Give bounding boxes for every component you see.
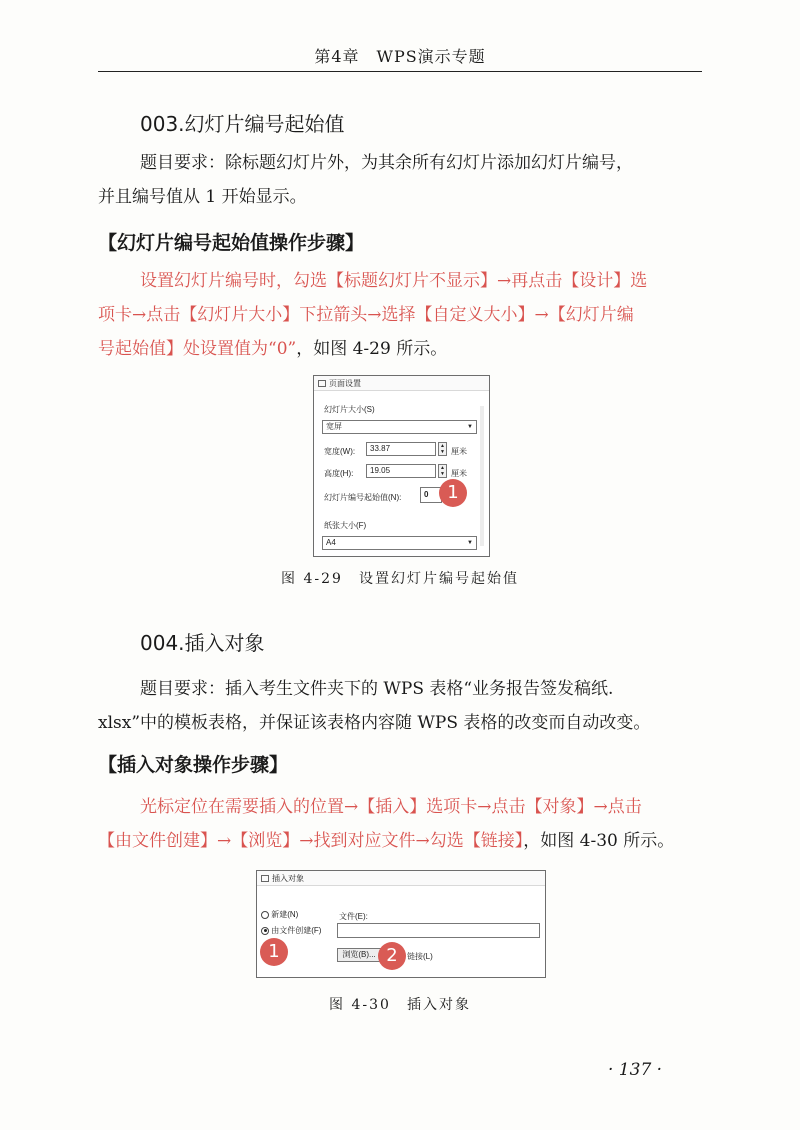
- step-badge-2: 2: [378, 942, 406, 970]
- spin-down-icon: ▼: [440, 471, 445, 477]
- width-unit: 厘米: [451, 447, 467, 456]
- paper-size-label: 纸张大小(F): [324, 521, 367, 530]
- start-number-label: 幻灯片编号起始值(N):: [324, 493, 402, 502]
- chevron-down-icon: ▼: [467, 540, 473, 546]
- s003-requirement-line1: 题目要求：除标题幻灯片外，为其余所有幻灯片添加幻灯片编号，: [140, 153, 633, 173]
- step-badge-1: 1: [260, 938, 288, 966]
- insert-object-titlebar: [257, 871, 545, 886]
- spin-up-icon: ▲: [440, 465, 445, 471]
- paper-size-select[interactable]: [322, 536, 477, 550]
- section-003-title: 003.幻灯片编号起始值: [140, 112, 345, 136]
- header-rule: [98, 71, 702, 72]
- figure-4-30-caption: 图 4-30 插入对象: [329, 997, 471, 1013]
- chevron-down-icon: ▼: [467, 424, 473, 430]
- running-header: 第4章 WPS演示专题: [314, 47, 486, 66]
- s004-requirement-line2: xlsx”中的模板表格，并保证该表格内容随 WPS 表格的改变而自动改变。: [98, 713, 651, 733]
- start-number-input[interactable]: 0: [420, 487, 442, 503]
- window-icon: [261, 875, 269, 882]
- radio-from-file[interactable]: [261, 927, 269, 935]
- height-unit: 厘米: [451, 469, 467, 478]
- paper-size-value: A4: [326, 538, 336, 547]
- insert-object-title: 插入对象: [272, 873, 304, 883]
- height-spinner[interactable]: [438, 464, 447, 478]
- radio-from-file-label: 由文件创建(F): [271, 926, 322, 935]
- radio-new-option[interactable]: [261, 909, 298, 920]
- page-setup-titlebar: [314, 376, 489, 391]
- spin-down-icon: ▼: [440, 449, 445, 455]
- s004-step-line2-rest: ，如图 4-30 所示。: [523, 831, 675, 851]
- window-icon: [318, 380, 326, 387]
- dialog-scrollbar[interactable]: [480, 406, 484, 546]
- s004-requirement-line1: 题目要求：插入考生文件夹下的 WPS 表格“业务报告签发稿纸.: [140, 679, 614, 699]
- radio-new[interactable]: [261, 911, 269, 919]
- height-input[interactable]: 19.05: [366, 464, 436, 478]
- s004-step-line2-highlight: 【由文件创建】→【浏览】→找到对应文件→勾选【链接】: [98, 831, 524, 851]
- radio-new-label: 新建(N): [271, 910, 299, 919]
- spin-up-icon: ▲: [440, 443, 445, 449]
- s003-requirement-line2: 并且编号值从 1 开始显示。: [98, 187, 307, 207]
- page-setup-dialog: [313, 375, 490, 557]
- slide-size-select[interactable]: [322, 420, 477, 434]
- s003-steps-title: 【幻灯片编号起始值操作步骤】: [98, 232, 365, 254]
- page-setup-title: 页面设置: [329, 378, 361, 388]
- file-path-input[interactable]: [337, 923, 540, 938]
- link-checkbox-label: 链接(L): [407, 952, 433, 961]
- width-input[interactable]: 33.87: [366, 442, 436, 456]
- figure-4-29-caption: 图 4-29 设置幻灯片编号起始值: [281, 571, 519, 587]
- s004-step-line2: [98, 824, 705, 858]
- slide-size-label: 幻灯片大小(S): [324, 405, 375, 414]
- file-label: 文件(E):: [339, 912, 368, 921]
- s003-step-line2: 项卡→点击【幻灯片大小】下拉箭头→选择【自定义大小】→【幻灯片编: [98, 305, 634, 325]
- width-label: 宽度(W):: [324, 447, 356, 456]
- s004-steps-title: 【插入对象操作步骤】: [98, 754, 289, 776]
- radio-from-file-option[interactable]: [261, 925, 321, 936]
- s003-step-line3-highlight: 号起始值】处设置值为“0”: [98, 339, 297, 359]
- browse-button[interactable]: 浏览(B)...: [337, 948, 381, 962]
- step-badge-1: 1: [439, 479, 467, 507]
- page-number: · 137 ·: [608, 1060, 663, 1080]
- height-label: 高度(H):: [324, 469, 354, 478]
- width-spinner[interactable]: [438, 442, 447, 456]
- s003-step-line1: 设置幻灯片编号时，勾选【标题幻灯片不显示】→再点击【设计】选: [140, 271, 648, 291]
- s003-step-line3-rest: ，如图 4-29 所示。: [296, 339, 448, 359]
- slide-size-value: 宽屏: [326, 422, 342, 431]
- link-option[interactable]: [407, 951, 433, 962]
- section-004-title: 004.插入对象: [140, 631, 265, 655]
- s003-step-line3: [98, 332, 705, 366]
- s004-step-line1: 光标定位在需要插入的位置→【插入】选项卡→点击【对象】→点击: [140, 797, 642, 817]
